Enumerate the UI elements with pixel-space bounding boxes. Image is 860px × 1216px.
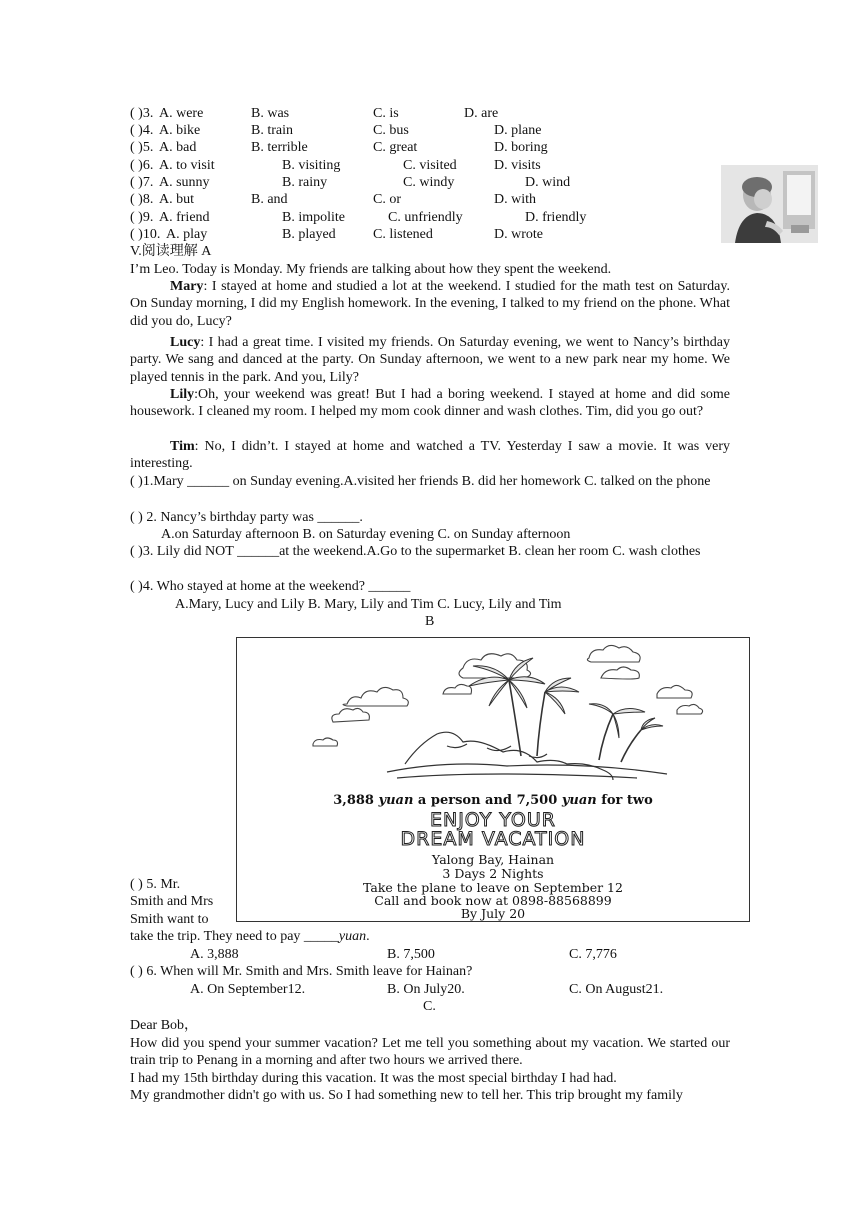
question-5-line-4 xyxy=(130,928,370,945)
speaker-name: Lucy xyxy=(170,335,201,350)
option-b: B. visiting xyxy=(282,158,341,173)
price-connector: a person and xyxy=(413,793,517,808)
question-punct: . xyxy=(366,929,370,944)
option-d: D. visits xyxy=(494,158,541,173)
question-5-line-2: Smith and Mrs xyxy=(130,894,214,909)
option-d: D. boring xyxy=(494,140,548,155)
choice-number: ( )9. xyxy=(130,210,154,225)
option-b: B. played xyxy=(282,227,336,242)
ad-departure: Take the plane to leave on September 12 xyxy=(363,880,623,895)
ad-headline-1: ENJOY YOUR xyxy=(429,809,556,831)
passage-intro: I’m Leo. Today is Monday. My friends are talking about how they spent the weekend. xyxy=(130,262,612,277)
section-title: V.阅读理解 A xyxy=(130,244,212,259)
speaker-text: : No, I didn’t. I stayed at home and watched a TV. Yesterday I saw a movie. It was very interesting. xyxy=(130,439,730,472)
lily-paragraph xyxy=(130,386,730,421)
option-a: A. were xyxy=(159,106,204,121)
option-c: C. unfriendly xyxy=(388,210,463,225)
speaker-name: Tim xyxy=(170,439,195,454)
option-b: B. terrible xyxy=(251,140,308,155)
letter-paragraph-3: My grandmother didn't go with us. So I had something new to tell her. This trip brought my family xyxy=(130,1088,683,1103)
price-unit: yuan xyxy=(561,793,597,808)
option-a: A. to visit xyxy=(159,158,215,173)
question-4: ( )4. Who stayed at home at the weekend? ______ xyxy=(130,579,411,594)
option-b: B. impolite xyxy=(282,210,345,225)
question-1: ( )1.Mary ______ on Sunday evening.A.visited her friends B. did her homework C. talked on the phone xyxy=(130,474,711,489)
question-3: ( )3. Lily did NOT ______at the weekend.A.Go to the supermarket B. clean her room C. wash clothes xyxy=(130,544,701,559)
option-a: A. friend xyxy=(159,210,210,225)
option-c: C. or xyxy=(373,192,401,207)
option-a: A. play xyxy=(166,227,208,242)
option-b: B. and xyxy=(251,192,288,207)
question-2: ( ) 2. Nancy’s birthday party was ______. xyxy=(130,510,363,525)
option-c: C. great xyxy=(373,140,418,155)
option-b: B. train xyxy=(251,123,293,138)
ad-deadline: By July 20 xyxy=(460,906,526,921)
speaker-name: Lily xyxy=(170,387,195,402)
option-c: C. is xyxy=(373,106,399,121)
option-d: D. friendly xyxy=(525,210,587,225)
option-b: B. rainy xyxy=(282,175,328,190)
price-unit: yuan xyxy=(378,793,414,808)
option-a: A. but xyxy=(159,192,194,207)
speaker-text: :Oh, your weekend was great! But I had a boring weekend. I stayed at home and did some housework. I cleaned my room. I helped my mom cook dinner and wash clothes. Tim, did you go out? xyxy=(130,387,730,420)
question-6: ( ) 6. When will Mr. Smith and Mrs. Smith leave for Hainan? xyxy=(130,964,473,979)
option-c: C. On August21. xyxy=(569,982,664,997)
option-c: C. 7,776 xyxy=(569,947,617,962)
choice-number: ( )10. xyxy=(130,227,161,242)
price-double: 7,500 xyxy=(516,793,558,808)
option-c: C. windy xyxy=(403,175,455,190)
ad-location: Yalong Bay, Hainan xyxy=(431,852,555,867)
vacation-advertisement xyxy=(236,637,750,922)
boy-at-computer-photo xyxy=(721,165,818,243)
option-d: D. with xyxy=(494,192,536,207)
section-label-b: B xyxy=(425,614,435,629)
question-2-options: A.on Saturday afternoon B. on Saturday evening C. on Sunday afternoon xyxy=(161,527,571,542)
choice-number: ( )8. xyxy=(130,192,154,207)
letter-paragraph-1: How did you spend your summer vacation? Let me tell you something about my vacation. We started our train trip to Penang in a morning and after two hours we arrived there. xyxy=(130,1036,730,1069)
option-a: A. On September12. xyxy=(190,982,306,997)
choice-number: ( )7. xyxy=(130,175,154,190)
option-b: B. was xyxy=(251,106,290,121)
option-d: D. are xyxy=(464,106,499,121)
option-a: A. 3,888 xyxy=(190,947,239,962)
question-5-line-1: ( ) 5. Mr. xyxy=(130,877,181,892)
question-unit: yuan xyxy=(338,929,367,944)
tim-paragraph xyxy=(130,438,730,473)
lucy-paragraph xyxy=(130,334,730,386)
question-5-line-3: Smith want to xyxy=(130,912,209,927)
section-label-c: C. xyxy=(423,999,436,1014)
ad-headline-2: DREAM VACATION xyxy=(400,828,586,850)
choice-number: ( )3. xyxy=(130,106,154,121)
option-d: D. wrote xyxy=(494,227,543,242)
option-c: C. listened xyxy=(373,227,433,242)
option-a: A. sunny xyxy=(159,175,210,190)
speaker-text: : I had a great time. I visited my friends. On Saturday evening, we went to Nancy’s birthday party. We sang and danced at the party. On Sunday afternoon, we went to a new park near my home. We played tennis in the park. And you, Lily? xyxy=(130,335,730,385)
ad-price-line xyxy=(237,793,749,808)
speaker-text: : I stayed at home and studied a lot at the weekend. I studied for the math test on Saturday. On Sunday morning, I did my English homework. In the evening, I talked to my friend on the phone. What did you do, Lucy? xyxy=(130,279,730,329)
question-4-options: A.Mary, Lucy and Lily B. Mary, Lily and Tim C. Lucy, Lily and Tim xyxy=(175,597,562,612)
option-c: C. visited xyxy=(403,158,457,173)
option-a: A. bike xyxy=(159,123,201,138)
price-suffix: for two xyxy=(596,793,653,808)
mary-paragraph xyxy=(130,278,730,330)
choice-number: ( )6. xyxy=(130,158,154,173)
option-d: D. plane xyxy=(494,123,542,138)
question-text: take the trip. They need to pay _____ xyxy=(130,929,339,944)
choice-number: ( )4. xyxy=(130,123,154,138)
speaker-name: Mary xyxy=(170,279,204,294)
option-b: B. 7,500 xyxy=(387,947,435,962)
option-d: D. wind xyxy=(525,175,571,190)
letter-greeting: Dear Bob， xyxy=(130,1018,199,1033)
price-single: 3,888 xyxy=(333,793,374,808)
letter-paragraph-2: I had my 15th birthday during this vacation. It was the most special birthday I had had. xyxy=(130,1071,617,1086)
option-c: C. bus xyxy=(373,123,409,138)
choice-number: ( )5. xyxy=(130,140,154,155)
island-illustration xyxy=(237,638,749,798)
ad-booking-phone: Call and book now at 0898-88568899 xyxy=(374,893,612,908)
option-a: A. bad xyxy=(159,140,197,155)
option-b: B. On July20. xyxy=(387,982,465,997)
ad-duration: 3 Days 2 Nights xyxy=(442,866,544,881)
